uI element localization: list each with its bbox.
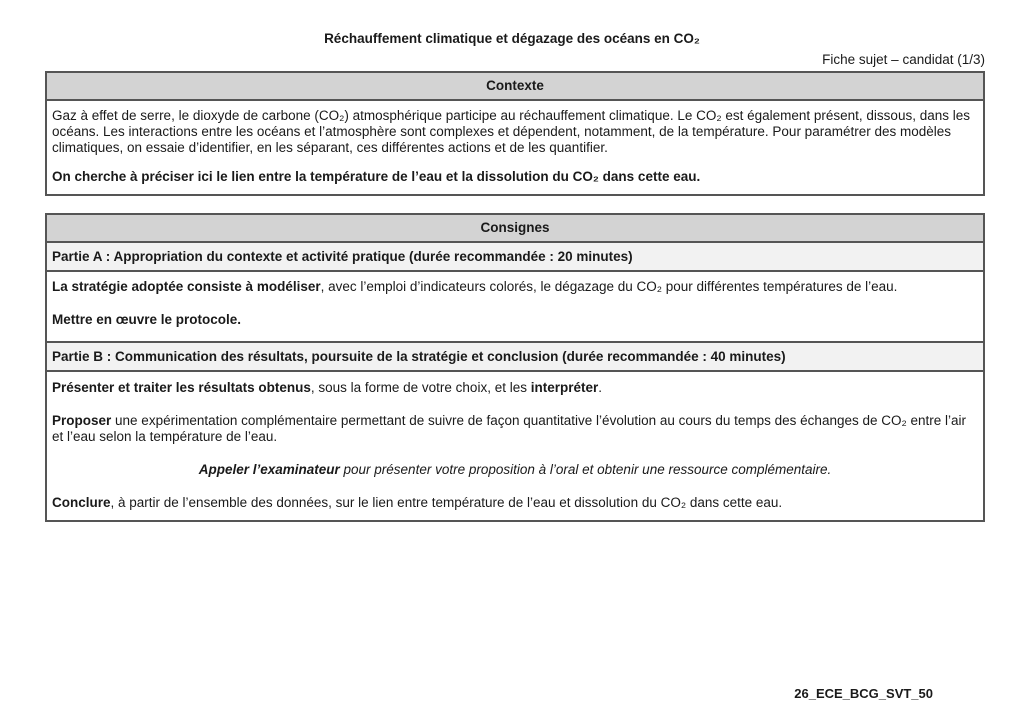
- contexte-objective: On cherche à préciser ici le lien entre la température de l’eau et la dissolution du CO₂ dans cette eau.: [52, 169, 701, 184]
- presenter-end: .: [598, 380, 603, 395]
- presenter-mid: , sous la forme de votre choix, et les: [310, 380, 531, 395]
- partie-a-strategy-rest: , avec l’emploi d’indicateurs colorés, le dégazage du CO₂ pour différentes températures de l’eau.: [320, 279, 898, 294]
- contexte-header: Contexte: [47, 73, 983, 99]
- partie-a-protocol: Mettre en œuvre le protocole.: [52, 312, 242, 327]
- partie-b-body: [47, 370, 983, 520]
- appeler-lead: Appeler l’examinateur: [198, 462, 340, 477]
- appeler-rest: pour présenter votre proposition à l’oral et obtenir une ressource complémentaire.: [339, 462, 832, 477]
- partie-b-conclure: [52, 495, 978, 511]
- contexte-body: [47, 99, 983, 194]
- proposer-rest: une expérimentation complémentaire permettant de suivre de façon quantitative l’évolution au cours du temps des échanges de CO₂ entre l’air et l’eau selon la température de l’eau.: [52, 413, 967, 444]
- consignes-section: [45, 213, 985, 522]
- document-title: Réchauffement climatique et dégazage des océans en CO₂: [324, 31, 700, 46]
- partie-a-title: Partie A : Appropriation du contexte et activité pratique (durée recommandée : 20 minutes): [47, 241, 983, 270]
- presenter-lead: Présenter et traiter les résultats obtenus: [52, 380, 311, 395]
- consignes-header: Consignes: [47, 215, 983, 241]
- contexte-paragraph: Gaz à effet de serre, le dioxyde de carbone (CO₂) atmosphérique participe au réchauffement climatique. Le CO₂ est également présent, dissous, dans les océans. Les interactions entre les océans et l’atmosphère sont complexes et dépendent, notamment, de la température. Pour paramétrer des modèles climatiques, on essaie d’identifier, en les séparant, ces différentes actions et de les quantifier.: [52, 108, 970, 155]
- contexte-section: [45, 71, 985, 196]
- sheet-label: Fiche sujet – candidat (1/3): [822, 52, 985, 67]
- partie-b-presenter: [52, 380, 978, 396]
- partie-b-appeler: [52, 462, 978, 478]
- conclure-rest: , à partir de l’ensemble des données, sur le lien entre température de l’eau et dissolution du CO₂ dans cette eau.: [110, 495, 783, 510]
- conclure-lead: Conclure: [52, 495, 111, 510]
- partie-b-proposer: [52, 413, 978, 445]
- partie-a-strategy: [52, 279, 978, 295]
- partie-b-title: Partie B : Communication des résultats, poursuite de la stratégie et conclusion (durée recommandée : 40 minutes): [47, 341, 983, 370]
- document-code: 26_ECE_BCG_SVT_50: [794, 686, 933, 701]
- presenter-interpreter: interpréter: [530, 380, 599, 395]
- partie-a-strategy-lead: La stratégie adoptée consiste à modéliser: [52, 279, 321, 294]
- proposer-lead: Proposer: [52, 413, 112, 428]
- partie-a-body: [47, 270, 983, 341]
